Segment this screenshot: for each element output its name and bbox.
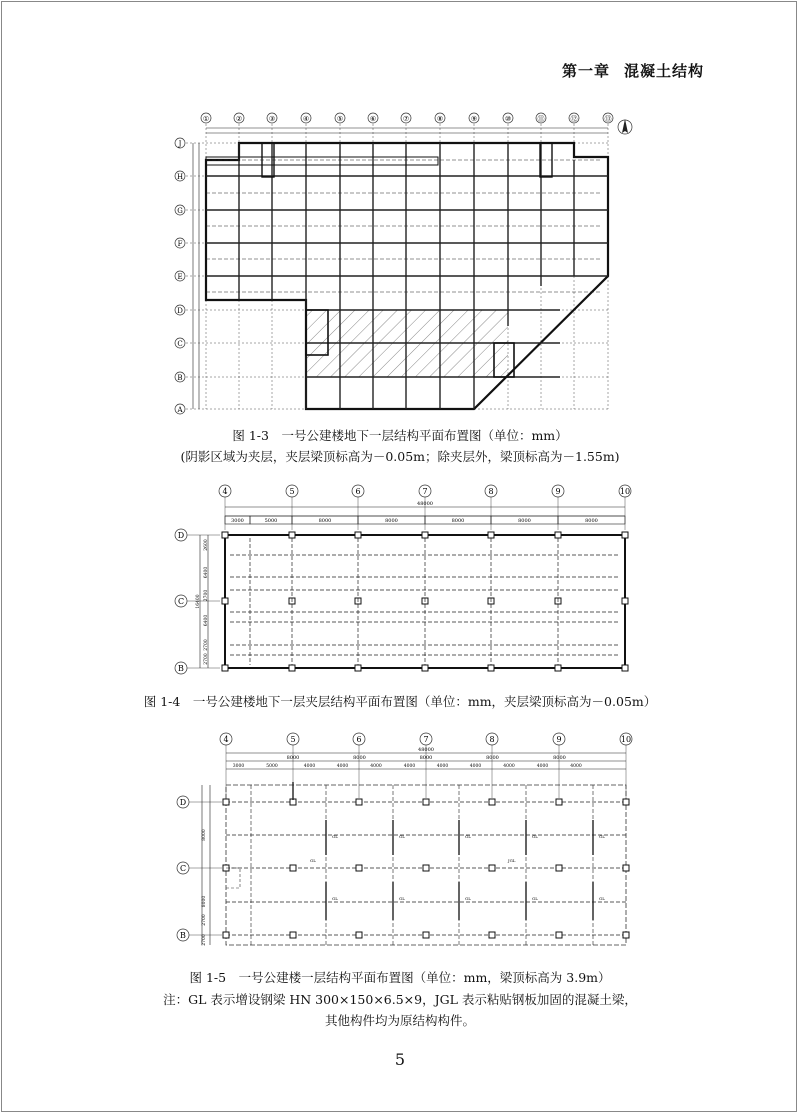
row-axis-label: B <box>178 664 184 673</box>
beam-label: GL <box>465 834 471 839</box>
col-axis-label: ⑪ <box>537 115 545 123</box>
col-axis-label: ⑦ <box>402 115 410 123</box>
col-axis-label: ② <box>235 115 243 123</box>
figure-1-5 <box>177 733 632 946</box>
dimension-value: 4000 <box>536 764 549 769</box>
beam-label: GL <box>599 896 605 901</box>
figure-1-5-caption: 图 1-5 一号公建楼一层结构平面布置图（单位：mm，梁顶标高为 3.9m） <box>189 970 611 985</box>
dimension-value: 5000 <box>264 518 278 524</box>
dimension-value: 8000 <box>286 755 300 761</box>
figure-1-3-caption: 图 1-3 一号公建楼地下一层结构平面布置图（单位：mm） <box>232 428 568 443</box>
dimension-value: 2700 <box>204 639 209 651</box>
column <box>223 799 229 805</box>
row-axis-label: D <box>177 307 183 315</box>
column <box>555 532 561 538</box>
dimension-value: 6400 <box>204 614 209 627</box>
col-axis-label: 6 <box>355 487 361 496</box>
dimension-value: 8000 <box>419 755 433 761</box>
dimension-value: 8000 <box>353 755 366 761</box>
row-axis-label: G <box>177 207 183 215</box>
column <box>423 799 429 805</box>
column <box>556 865 562 871</box>
dimension-value: 3000 <box>231 518 244 524</box>
column <box>623 799 629 805</box>
dimension-value: 4000 <box>370 764 382 769</box>
dimension-value: 4000 <box>336 764 349 769</box>
beam-label: GL <box>599 834 605 839</box>
column <box>289 665 295 671</box>
row-axis-label: J <box>178 140 182 148</box>
row-axis-label: B <box>177 374 183 382</box>
col-axis-label: 8 <box>489 735 495 744</box>
beam-label: GL <box>532 896 538 901</box>
dimension-value: 3000 <box>232 764 245 769</box>
column <box>422 665 428 671</box>
row-axis-label: D <box>177 531 185 540</box>
dimension-value: 2700 <box>204 653 209 665</box>
dimension-value: 16400 <box>196 594 201 609</box>
corridor-strip <box>206 157 438 165</box>
dimension-value: 5000 <box>266 764 278 769</box>
column <box>222 665 228 671</box>
row-axis-label: A <box>177 406 183 414</box>
beam-label: GL <box>399 834 405 839</box>
dimension-value: 2700 <box>202 934 207 946</box>
col-axis-label: ④ <box>302 115 310 123</box>
column <box>488 532 494 538</box>
column <box>489 799 495 805</box>
figure-1-4 <box>175 485 631 674</box>
dimension-value: 8000 <box>202 829 207 841</box>
column <box>423 932 429 938</box>
col-axis-label: 9 <box>555 487 561 496</box>
dimension-value: 8000 <box>518 518 531 524</box>
figure-1-3-caption-note: (阴影区域为夹层，夹层梁顶标高为－0.05m；除夹层外，梁顶标高为－1.55m) <box>180 449 620 464</box>
dimension-value: 6400 <box>204 566 209 579</box>
row-axis-label: C <box>177 597 185 606</box>
beam-label: GL <box>310 858 316 863</box>
row-axis-label: H <box>176 173 184 181</box>
chapter-title: 混凝土结构 <box>623 62 704 80</box>
dimension-value: 4000 <box>436 764 449 769</box>
dimension-value: 2700 <box>202 914 207 926</box>
beam-label: GL <box>332 834 338 839</box>
column <box>556 799 562 805</box>
dimension-value: 4000 <box>403 764 416 769</box>
column <box>623 865 629 871</box>
col-axis-label: 5 <box>289 487 295 496</box>
column <box>622 665 628 671</box>
col-axis-label: 9 <box>556 735 562 744</box>
col-axis-label: 5 <box>290 735 296 744</box>
col-axis-label: ⑥ <box>369 115 377 123</box>
col-axis-label: ⑫ <box>570 115 578 123</box>
dimension-value: 8000 <box>202 895 207 908</box>
beam-label: GL <box>465 896 471 901</box>
column <box>555 665 561 671</box>
row-axis-label: E <box>177 273 183 281</box>
col-axis-label: ⑬ <box>604 115 612 123</box>
row-axis-label: C <box>179 864 187 873</box>
figure-1-3 <box>175 113 632 414</box>
dimension-value: 4000 <box>303 764 316 769</box>
column <box>290 865 296 871</box>
column <box>622 598 628 604</box>
beam-label: GL <box>532 834 538 839</box>
dimension-value: 4000 <box>469 764 482 769</box>
north-arrow-pointer <box>622 119 628 133</box>
total-dimension: 48000 <box>418 747 434 753</box>
column <box>556 932 562 938</box>
column <box>423 865 429 871</box>
total-dimension: 48000 <box>417 501 433 507</box>
col-axis-label: 7 <box>423 735 429 744</box>
column <box>623 932 629 938</box>
beam-label: GL <box>399 896 405 901</box>
dimension-value: 4000 <box>570 764 582 769</box>
dimension-value: 4000 <box>503 764 515 769</box>
figure-1-5-note-2: 其他构件均为原结构构件。 <box>324 1013 475 1028</box>
dimension-value: 8000 <box>385 518 398 524</box>
column <box>355 532 361 538</box>
column <box>356 799 362 805</box>
row-axis-label: F <box>177 240 183 248</box>
dimension-value: 8000 <box>451 518 465 524</box>
column <box>489 865 495 871</box>
figure-1-5-note: 注：GL 表示增设钢梁 HN 300×150×6.5×9，JGL 表示粘贴钢板加固的混凝土梁， <box>163 992 637 1007</box>
col-axis-label: 8 <box>488 487 494 496</box>
col-axis-label: 6 <box>356 735 362 744</box>
column <box>622 532 628 538</box>
column <box>488 665 494 671</box>
col-axis-label: 7 <box>422 487 428 496</box>
column <box>356 932 362 938</box>
dimension-value: 8000 <box>553 755 566 761</box>
column <box>356 865 362 871</box>
col-axis-label: 10 <box>619 487 631 496</box>
row-axis-label: D <box>179 798 187 807</box>
column <box>222 532 228 538</box>
col-axis-label: 10 <box>620 735 632 744</box>
column <box>422 532 428 538</box>
dimension-value: 8000 <box>318 518 332 524</box>
column <box>289 532 295 538</box>
col-axis-label: ⑧ <box>436 115 444 123</box>
column <box>355 665 361 671</box>
col-axis-label: 4 <box>222 487 228 496</box>
figure-1-4-caption: 图 1-4 一号公建楼地下一层夹层结构平面布置图（单位：mm，夹层梁顶标高为－0.05m） <box>143 694 657 709</box>
col-axis-label: ⑨ <box>470 115 478 123</box>
dimension-value: 2600 <box>204 539 209 551</box>
beam-label: GL <box>332 896 338 901</box>
page-number: 5 <box>394 1050 406 1069</box>
col-axis-label: ⑤ <box>336 115 344 123</box>
col-axis-label: ③ <box>268 115 276 123</box>
dimension-value: 2700 <box>204 589 209 602</box>
column <box>290 932 296 938</box>
row-axis-label: C <box>177 340 183 348</box>
col-axis-label: ⑩ <box>504 115 512 123</box>
row-axis-label: B <box>180 931 186 940</box>
col-axis-label: ① <box>202 115 210 123</box>
beam-label: JGL <box>508 858 516 863</box>
dimension-value: 8000 <box>585 518 598 524</box>
chapter-number: 第一章 <box>561 62 610 80</box>
column <box>222 598 228 604</box>
col-axis-label: 4 <box>223 735 229 744</box>
column <box>223 932 229 938</box>
dimension-value: 8000 <box>486 755 499 761</box>
column <box>489 932 495 938</box>
